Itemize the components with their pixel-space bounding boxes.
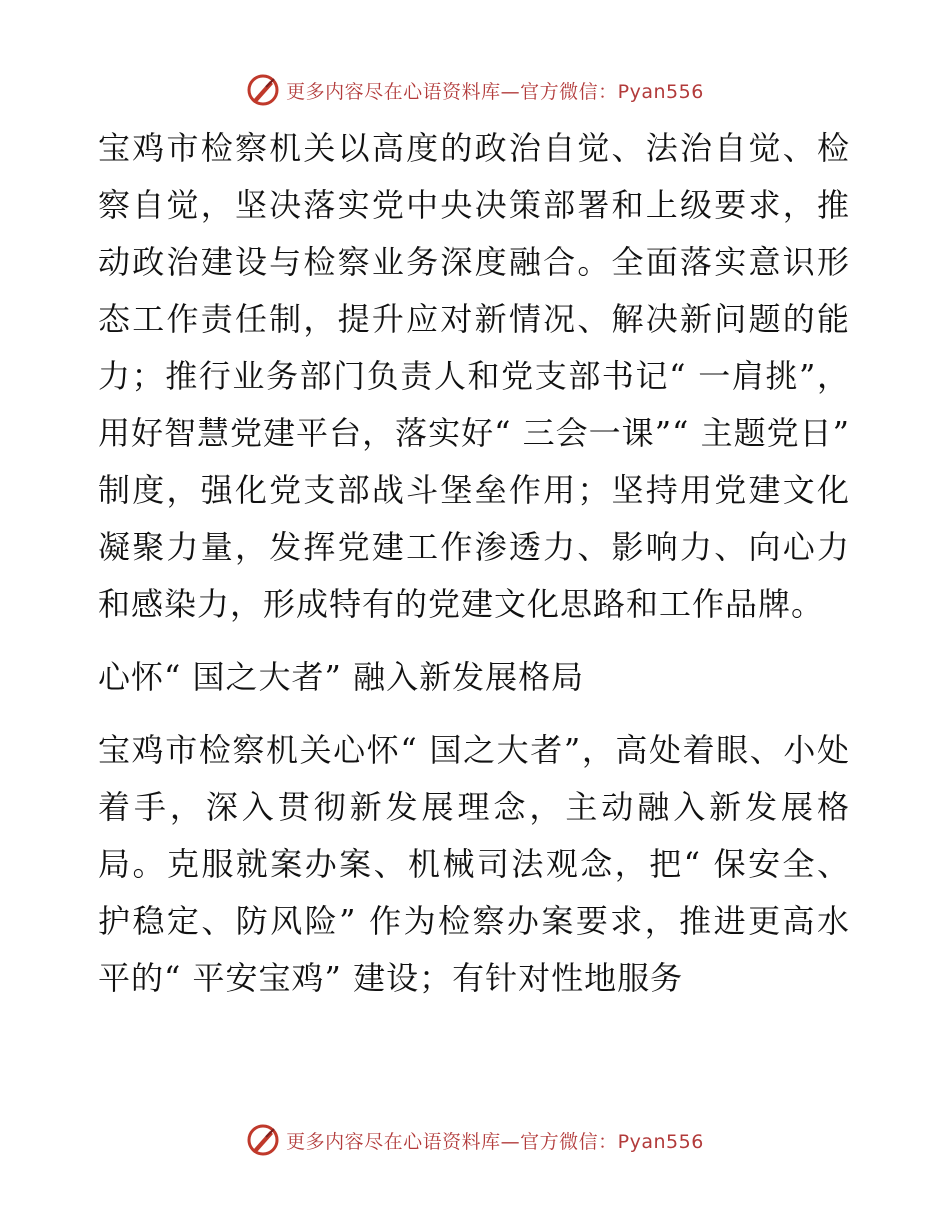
watermark-text: 更多内容尽在心语资料库—官方微信：Pyan556 bbox=[286, 80, 704, 103]
watermark-header bbox=[0, 70, 950, 110]
paragraph-section: 宝鸡市检察机关心怀“ 国之大者”，高处着眼、小处着手，深入贯彻新发展理念，主动融入新发展格局。克服就案办案、机械司法观念，把“ 保安全、护稳定、防风险” 作为检察办案要求，推进更高水平的“ 平安宝鸡” 建设；有针对性地服务 bbox=[98, 731, 850, 997]
watermark-text: 更多内容尽在心语资料库—官方微信：Pyan556 bbox=[286, 1130, 704, 1153]
watermark-footer bbox=[0, 1120, 950, 1160]
section-heading: 心怀“ 国之大者” 融入新发展格局 bbox=[98, 658, 585, 696]
paragraph-intro: 宝鸡市检察机关以高度的政治自觉、法治自觉、检察自觉，坚决落实党中央决策部署和上级要求，推动政治建设与检察业务深度融合。全面落实意识形态工作责任制，提升应对新情况、解决新问题的能力；推行业务部门负责人和党支部书记“ 一肩挑”，用好智慧党建平台，落实好“ 三会一课”“ 主题党日” 制度，强化党支部战斗堡垒作用；坚持用党建文化凝聚力量，发挥党建工作渗透力、影响力、向心力和感染力，形成特有的党建文化思路和工作品牌。 bbox=[98, 129, 850, 623]
brush-logo-icon bbox=[246, 1123, 280, 1157]
brush-logo-icon bbox=[246, 73, 280, 107]
document-body bbox=[98, 120, 850, 1023]
